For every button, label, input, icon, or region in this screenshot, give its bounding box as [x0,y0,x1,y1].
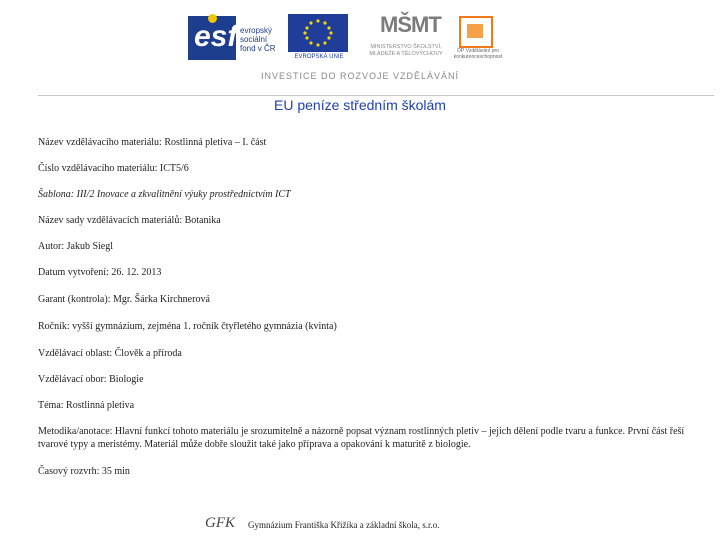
eu-caption: EVROPSKÁ UNIE [294,54,344,60]
page-title: EU peníze středním školám [274,97,446,113]
tagline: INVESTICE DO ROZVOJE VZDĚLÁVÁNÍ [260,71,460,81]
op-caption: OP Vzdělávání pro konkurenceschopnost [453,48,503,60]
eu-logo [286,12,352,64]
op-logo [453,12,503,64]
school-name: Gymnázium Františka Křižíka a základní škola, s.r.o. [248,520,440,530]
op-mark-icon [459,16,493,48]
guarantor: Garant (kontrola): Mgr. Šárka Kirchnerová [38,294,210,305]
time-schedule: Časový rozvrh: 35 min [38,466,130,477]
header-logos [188,12,508,70]
education-area: Vzdělávací oblast: Člověk a příroda [38,348,182,359]
material-name: Název vzdělávacího materiálu: Rostlinná pletiva – I. část [38,137,267,148]
school-logo: GFK [205,515,235,531]
msmt-mark: MŠMT [380,12,441,37]
topic: Téma: Rostlinná pletiva [38,400,135,411]
esf-logo [188,12,278,64]
footer [200,513,520,537]
material-number: Číslo vzdělávacího materiálu: ICT5/6 [38,163,189,174]
grade: Ročník: vyšší gymnázium, zejména 1. ročník čtyřletého gymnázia (kvinta) [38,321,337,332]
methodology: Metodika/anotace: Hlavní funkcí tohoto materiálu je srozumitelně a názorně popsat význam rostlinných pletiv – jejich dělení podle tvaru a funkce. První část řeší tvarové typy a meristémy. Materiál může dobře sloužit také jako příprava a opakování k maturitě z biologie. [38,426,685,450]
msmt-logo [368,12,443,64]
template: Šablona: III/2 Inovace a zkvalitnění výuky prostřednictvím ICT [38,189,291,200]
msmt-caption: MINISTERSTVO ŠKOLSTVÍ, MLÁDEŽE A TĚLOVÝCHOVY [369,44,443,57]
divider [38,95,714,96]
eu-flag-icon [288,14,348,52]
author: Autor: Jakub Siegl [38,241,113,252]
set-name: Název sady vzdělávacích materiálů: Botanika [38,215,221,226]
esf-caption: evropský sociální fond v ČR [240,26,276,53]
creation-date: Datum vytvoření: 26. 12. 2013 [38,267,162,278]
esf-mark: esf [194,20,238,53]
subject: Vzdělávací obor: Biologie [38,374,144,385]
